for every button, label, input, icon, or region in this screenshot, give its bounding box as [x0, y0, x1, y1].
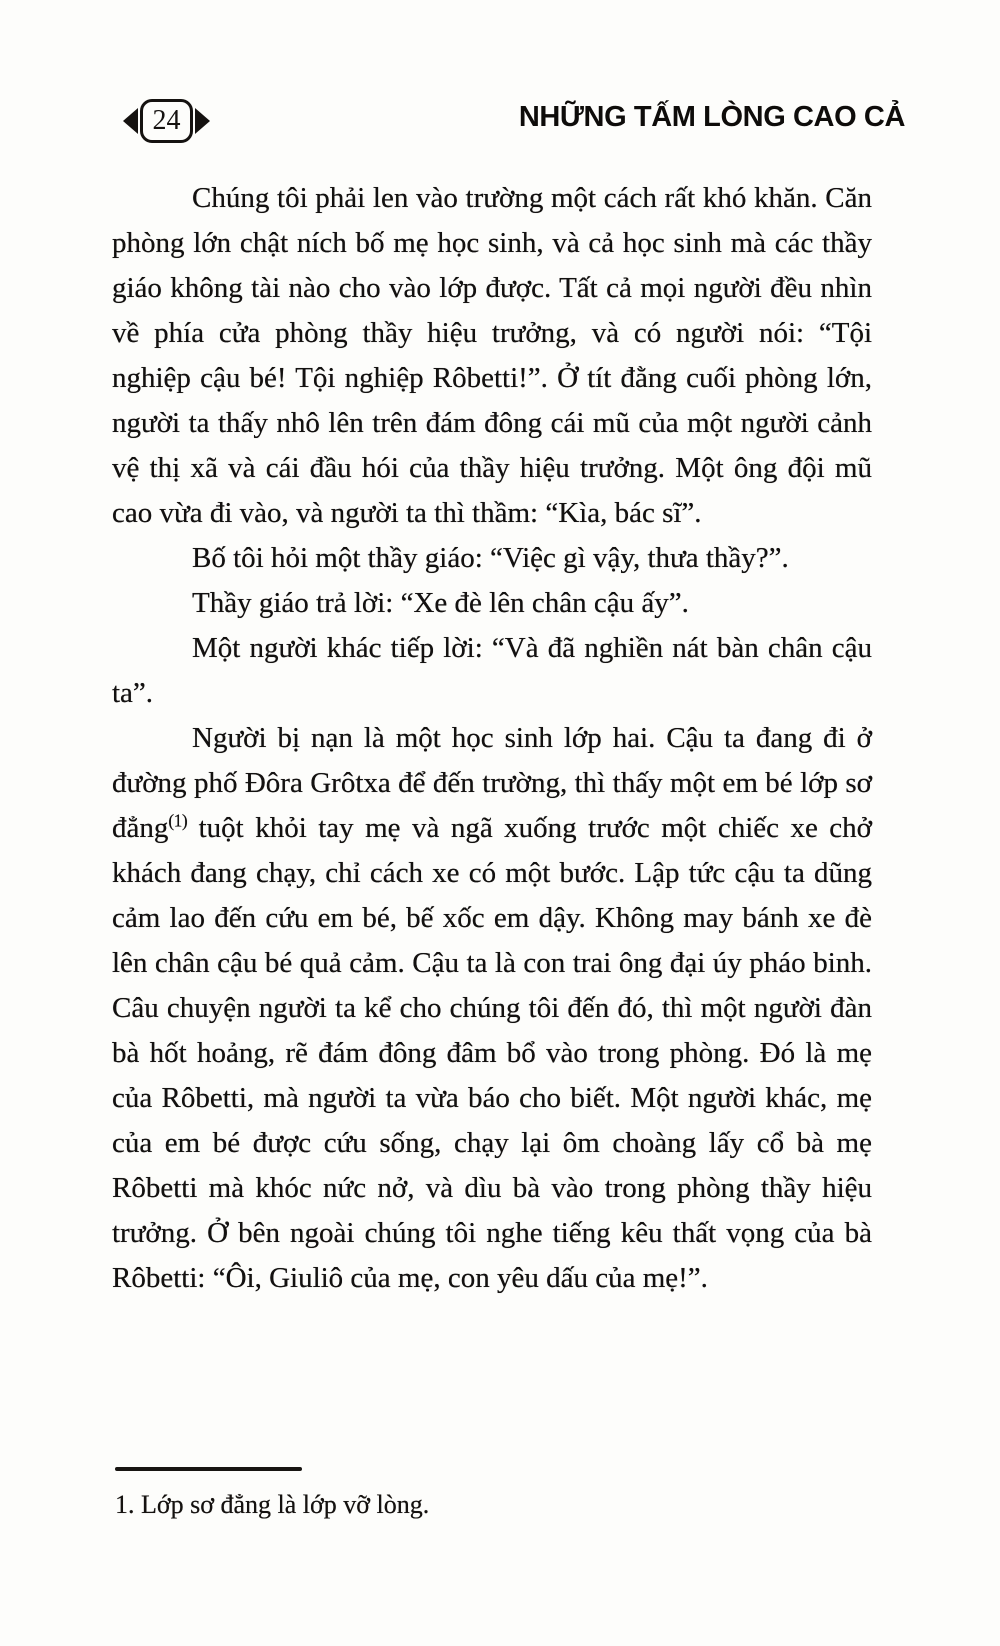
paragraph-2: Bố tôi hỏi một thầy giáo: “Việc gì vậy, thưa thầy?”.	[192, 542, 789, 574]
page-number: 24	[152, 105, 181, 136]
page-number-nav	[123, 98, 210, 144]
paragraph-5	[112, 716, 872, 1301]
next-page-icon[interactable]	[195, 108, 210, 134]
footnote-text: 1. Lớp sơ đẳng là lớp vỡ lòng.	[115, 1490, 430, 1519]
paragraph-3: Thầy giáo trả lời: “Xe đè lên chân cậu ấy”.	[192, 587, 689, 619]
prev-page-icon[interactable]	[123, 108, 138, 134]
book-title: NHỮNG TẤM LÒNG CAO CẢ	[518, 101, 905, 133]
page-number-badge	[140, 99, 193, 143]
page-body	[112, 176, 872, 1301]
footnote-divider	[115, 1467, 302, 1471]
paragraph-5-text-post: tuột khỏi tay mẹ và ngã xuống trước một chiếc xe chở khách đang chạy, chỉ cách xe có một bước. Lập tức cậu ta dũng cảm lao đến cứu em bé, bế xốc em dậy. Không may bánh xe đè lên chân cậu bé quả cảm. Cậu ta là con trai ông đại úy pháo binh. Câu chuyện người ta kể cho chúng tôi đến đó, thì một người đàn bà hốt hoảng, rẽ đám đông đâm bổ vào trong phòng. Đó là mẹ của Rôbetti, mà người ta vừa báo cho biết. Một người khác, mẹ của em bé được cứu sống, chạy lại ôm choàng lấy cổ bà mẹ Rôbetti mà khóc nức nở, và dìu bà vào trong phòng thầy hiệu trưởng. Ở bên ngoài chúng tôi nghe tiếng kêu thất vọng của bà Rôbetti: “Ôi, Giuliô của mẹ, con yêu dấu của mẹ!”.	[112, 812, 872, 1294]
page-header	[0, 98, 1000, 148]
paragraph-4: Một người khác tiếp lời: “Và đã nghiền nát bàn chân cậu ta”.	[112, 632, 872, 709]
footnote-reference: (1)	[168, 810, 188, 831]
paragraph-5-text-pre: Người bị nạn là một học sinh lớp hai. Cậu ta đang đi ở đường phố Đôra Grôtxa để đến trường, thì thấy một em bé lớp sơ đẳng	[112, 722, 872, 844]
paragraph-1: Chúng tôi phải len vào trường một cách rất khó khăn. Căn phòng lớn chật ních bố mẹ học sinh, và cả học sinh mà các thầy giáo không tài nào cho vào lớp được. Tất cả mọi người đều nhìn về phía cửa phòng thầy hiệu trưởng, và có người nói: “Tội nghiệp cậu bé! Tội nghiệp Rôbetti!”. Ở tít đằng cuối phòng lớn, người ta thấy nhô lên trên đám đông cái mũ của một người cảnh vệ thị xã và cái đầu hói của thầy hiệu trưởng. Một ông đội mũ cao vừa đi vào, và người ta thì thầm: “Kìa, bác sĩ”.	[112, 182, 872, 529]
